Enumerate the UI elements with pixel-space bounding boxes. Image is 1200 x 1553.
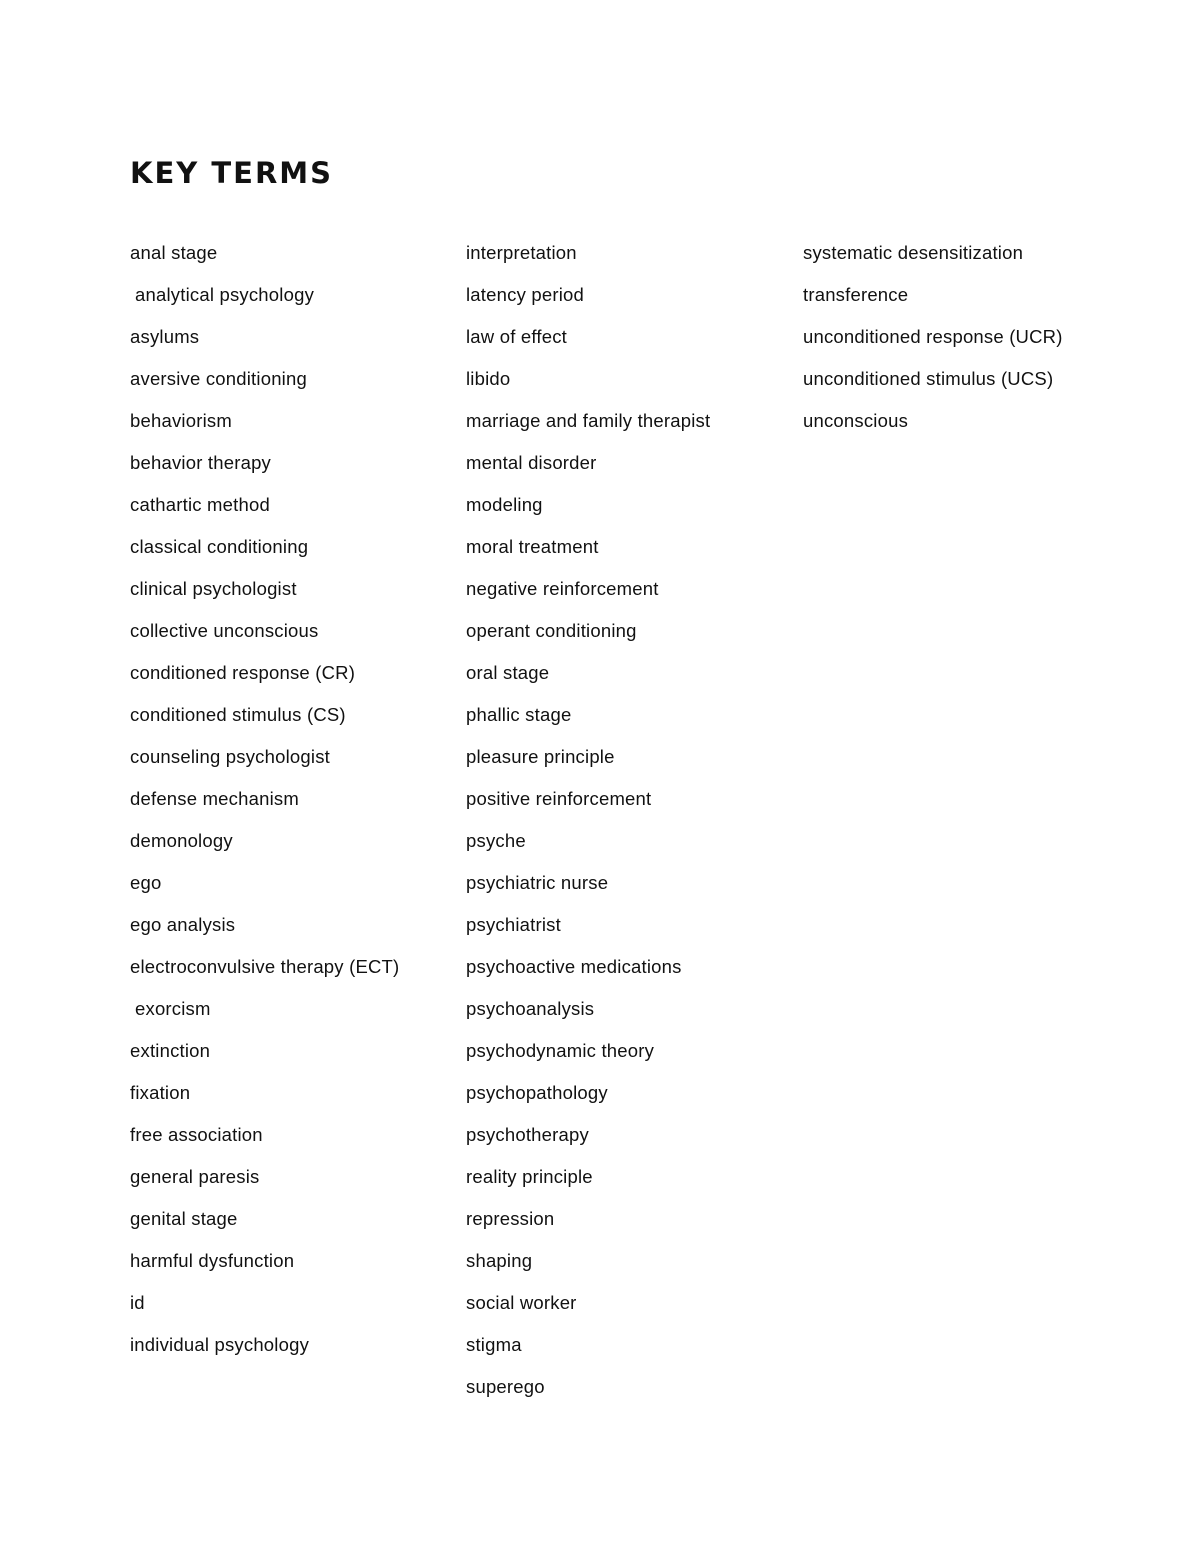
page-title: KEY TERMS — [130, 156, 334, 190]
key-term: social worker — [466, 1292, 577, 1313]
key-term: analytical psychology — [135, 284, 315, 305]
key-term: psychopathology — [466, 1082, 608, 1103]
key-term: positive reinforcement — [466, 788, 652, 809]
key-term: marriage and family therapist — [466, 410, 711, 431]
key-term: counseling psychologist — [130, 746, 330, 767]
key-term: clinical psychologist — [130, 578, 297, 599]
key-term: systematic desensitization — [803, 242, 1024, 263]
key-term: psychoactive medications — [466, 956, 682, 977]
key-term: modeling — [466, 494, 543, 515]
key-term: demonology — [130, 830, 233, 851]
key-term: latency period — [466, 284, 584, 305]
key-term: law of effect — [466, 326, 567, 347]
key-term: defense mechanism — [130, 788, 299, 809]
key-term: classical conditioning — [130, 536, 309, 557]
key-term: cathartic method — [130, 494, 270, 515]
terms-column-1 — [130, 240, 430, 1374]
key-term: reality principle — [466, 1166, 593, 1187]
key-term: conditioned response (CR) — [130, 662, 356, 683]
key-term: anal stage — [130, 242, 218, 263]
key-term: operant conditioning — [466, 620, 637, 641]
key-term: moral treatment — [466, 536, 599, 557]
key-term: free association — [130, 1124, 263, 1145]
key-term: psychodynamic theory — [466, 1040, 655, 1061]
key-term: extinction — [130, 1040, 211, 1061]
key-term: general paresis — [130, 1166, 260, 1187]
key-term: unconditioned stimulus (UCS) — [803, 368, 1054, 389]
key-term: psychiatric nurse — [466, 872, 609, 893]
key-term: shaping — [466, 1250, 533, 1271]
key-term: stigma — [466, 1334, 522, 1355]
key-term: exorcism — [135, 998, 211, 1019]
key-term: psychiatrist — [466, 914, 561, 935]
key-term: psychoanalysis — [466, 998, 595, 1019]
key-term: asylums — [130, 326, 200, 347]
key-term: ego analysis — [130, 914, 236, 935]
key-term: mental disorder — [466, 452, 597, 473]
key-term: psychotherapy — [466, 1124, 589, 1145]
key-term: phallic stage — [466, 704, 572, 725]
terms-column-2 — [466, 240, 766, 1416]
key-term: oral stage — [466, 662, 550, 683]
key-term: collective unconscious — [130, 620, 319, 641]
key-term: libido — [466, 368, 511, 389]
key-term: harmful dysfunction — [130, 1250, 295, 1271]
key-term: unconditioned response (UCR) — [803, 326, 1063, 347]
key-term: negative reinforcement — [466, 578, 659, 599]
key-term: transference — [803, 284, 909, 305]
key-term: individual psychology — [130, 1334, 310, 1355]
key-term: conditioned stimulus (CS) — [130, 704, 346, 725]
key-term: aversive conditioning — [130, 368, 307, 389]
key-term: ego — [130, 872, 162, 893]
key-term: superego — [466, 1376, 545, 1397]
key-term: behaviorism — [130, 410, 232, 431]
terms-column-3 — [803, 240, 1093, 450]
key-term: electroconvulsive therapy (ECT) — [130, 956, 400, 977]
key-term: unconscious — [803, 410, 909, 431]
key-term: interpretation — [466, 242, 577, 263]
key-term: genital stage — [130, 1208, 238, 1229]
key-term: id — [130, 1292, 145, 1313]
key-term: pleasure principle — [466, 746, 615, 767]
key-term: psyche — [466, 830, 526, 851]
key-term: behavior therapy — [130, 452, 272, 473]
key-term: fixation — [130, 1082, 191, 1103]
key-term: repression — [466, 1208, 555, 1229]
